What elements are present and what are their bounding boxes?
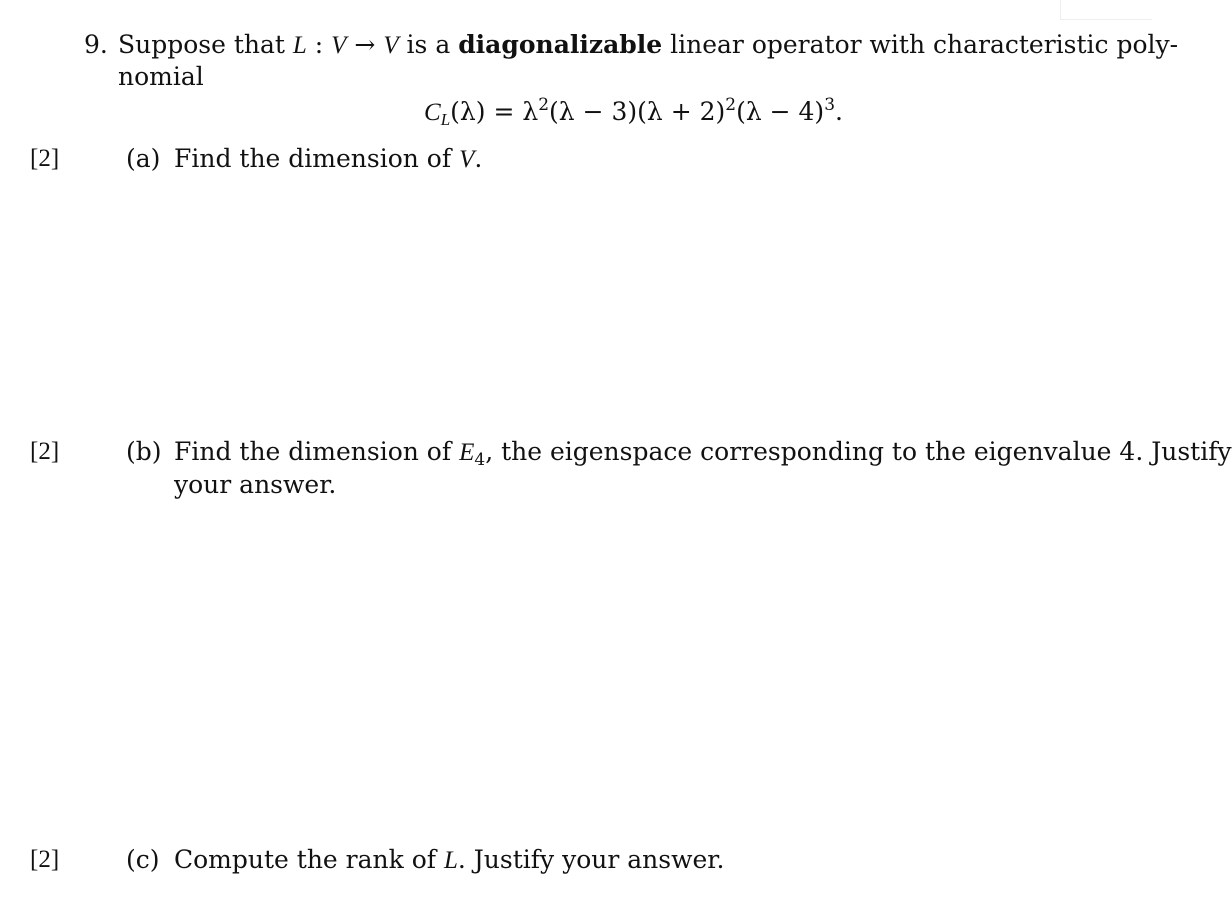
eq-exp-1: 2 — [538, 95, 550, 115]
part-a-text: Find the dimension of — [174, 144, 452, 173]
marks-part-c: [2] — [30, 846, 60, 873]
eq-exp-2: 2 — [725, 95, 737, 115]
eq-end: . — [835, 97, 843, 126]
part-c-text-2: . Justify your answer. — [457, 845, 725, 874]
part-b-var: E — [459, 439, 475, 466]
eq-C-sub: L — [440, 110, 451, 129]
math-V: V — [383, 32, 399, 59]
part-a-end: . — [474, 144, 483, 173]
text: is a — [406, 30, 451, 59]
text: linear operator with characteristic poly- — [670, 30, 1179, 59]
bold-word: diagonalizable — [458, 30, 663, 59]
part-a-label: (a) — [126, 144, 161, 173]
marks-part-b: [2] — [30, 438, 60, 465]
eq-factor-2: (λ − 3)(λ + 2) — [549, 97, 726, 126]
part-c-text: Compute the rank of — [174, 845, 437, 874]
text: Suppose that — [118, 30, 285, 59]
marks-part-a: [2] — [30, 145, 60, 172]
problem-number: 9. — [84, 30, 108, 59]
eq-lambda: λ — [522, 97, 539, 126]
part-b-line-1 — [126, 439, 1232, 469]
corner-box — [1060, 0, 1152, 20]
eq-factor-3: (λ − 4) — [736, 97, 825, 126]
part-b-label: (b) — [126, 437, 162, 466]
part-b-text-2: , the eigenspace corresponding to the eigenvalue 4. Justify — [485, 437, 1232, 466]
problem-statement-line-1 — [118, 32, 1178, 58]
part-a-var: V — [459, 146, 475, 173]
eq-C: C — [424, 99, 441, 126]
part-b-var-sub: 4 — [474, 450, 486, 470]
characteristic-polynomial — [424, 97, 843, 128]
arrow: → — [354, 30, 376, 59]
problem-statement-line-2: nomial — [118, 62, 204, 91]
part-c-label: (c) — [126, 845, 160, 874]
part-b-text: Find the dimension of — [174, 437, 452, 466]
math-L: L — [292, 32, 307, 59]
eq-lhs: (λ) = — [450, 97, 523, 126]
part-c-var: L — [443, 847, 458, 874]
math-V: V — [331, 32, 347, 59]
math-colon: : — [314, 30, 324, 59]
part-b-line-2: your answer. — [174, 470, 337, 499]
part-a — [126, 146, 482, 172]
part-c — [126, 847, 724, 873]
eq-exp-3: 3 — [824, 95, 836, 115]
